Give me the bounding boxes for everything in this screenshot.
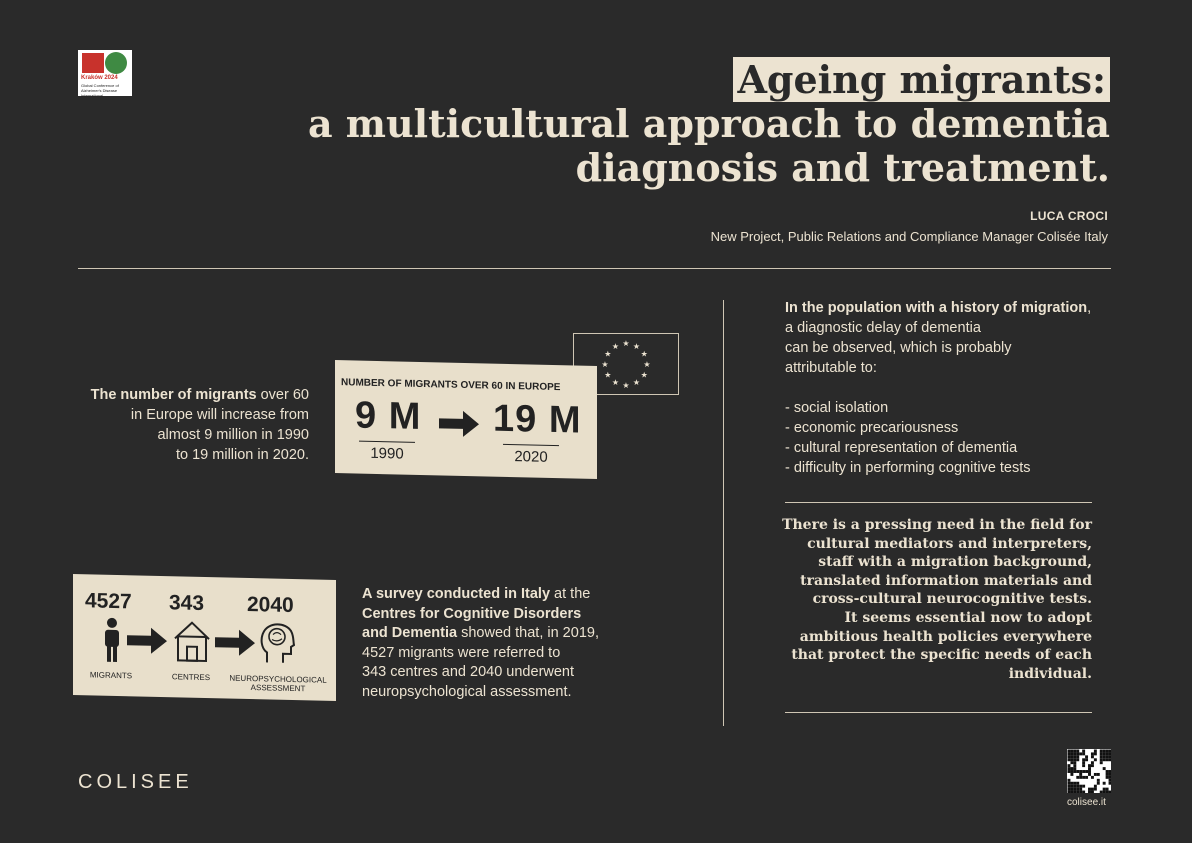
brand-wordmark: COLISEE <box>78 771 193 793</box>
qr-module <box>1094 752 1097 755</box>
qr-module <box>1070 773 1073 776</box>
qr-module <box>1103 750 1106 753</box>
qr-module <box>1100 750 1103 753</box>
logo-mark-icon <box>82 53 104 73</box>
migrants-to-value: 19 M <box>493 397 582 442</box>
qr-module <box>1097 782 1100 785</box>
qr-module <box>1076 770 1079 773</box>
survey-label-assessments: NEUROPSYCHOLOGICAL ASSESSMENT <box>229 673 327 694</box>
qr-module <box>1094 750 1097 753</box>
qr-module <box>1070 761 1073 764</box>
eu-star-icon: ★ <box>611 378 620 388</box>
qr-module <box>1094 788 1097 791</box>
qr-code[interactable] <box>1067 749 1111 793</box>
history-comma: , <box>1087 300 1092 316</box>
qr-module <box>1073 761 1076 764</box>
migrants-line-1: over 60 <box>256 387 309 403</box>
history-line-3: attributable to: <box>785 360 877 376</box>
qr-module <box>1106 773 1109 776</box>
qr-module <box>1109 776 1111 779</box>
qr-module <box>1068 767 1071 770</box>
survey-line-3: showed that, in 2019, <box>457 625 599 641</box>
author-role: New Project, Public Relations and Compliance Manager Colisée Italy <box>710 229 1108 244</box>
arrow-right-icon <box>127 625 169 656</box>
qr-module <box>1068 788 1071 791</box>
qr-module <box>1076 782 1079 785</box>
qr-module <box>1070 782 1073 785</box>
qr-module <box>1082 758 1085 761</box>
qr-module <box>1088 767 1091 770</box>
history-list-item: - cultural representation of dementia <box>785 440 1018 456</box>
survey-card <box>73 574 336 701</box>
survey-line-4: 4527 migrants were referred to <box>362 644 561 661</box>
qr-module <box>1076 785 1079 788</box>
qr-module <box>1068 758 1071 761</box>
qr-module <box>1103 752 1106 755</box>
qr-module <box>1100 761 1103 764</box>
migrants-from-value: 9 M <box>355 394 422 438</box>
arrow-right-icon <box>215 627 257 658</box>
survey-number-centres: 343 <box>169 591 205 615</box>
eu-star-icon: ★ <box>604 370 612 380</box>
qr-module <box>1106 791 1109 793</box>
qr-module <box>1079 752 1082 755</box>
qr-module <box>1103 758 1106 761</box>
qr-module <box>1100 752 1103 755</box>
qr-module <box>1085 770 1088 773</box>
eu-star-icon: ★ <box>601 360 609 369</box>
eu-star-icon: ★ <box>640 349 648 359</box>
qr-module <box>1106 776 1109 779</box>
qr-module <box>1068 770 1071 773</box>
qr-module <box>1073 782 1076 785</box>
qr-module <box>1082 752 1085 755</box>
migrants-paragraph <box>91 385 309 465</box>
qr-module <box>1070 788 1073 791</box>
qr-module <box>1070 767 1073 770</box>
qr-module <box>1068 791 1071 793</box>
eu-star-icon: ★ <box>622 381 630 390</box>
qr-module <box>1094 785 1097 788</box>
qr-module <box>1073 767 1076 770</box>
history-paragraph <box>785 298 1091 478</box>
eu-star-icon: ★ <box>622 339 630 348</box>
person-icon <box>101 617 123 663</box>
brain-head-icon <box>259 620 295 665</box>
qr-module <box>1082 791 1085 793</box>
qr-module <box>1091 764 1094 767</box>
qr-module <box>1106 788 1109 791</box>
quote-text-2: It seems essential now to adopt ambitious health policies everywhere that protect the specific needs of each individual. <box>791 609 1092 682</box>
qr-module <box>1082 785 1085 788</box>
qr-module <box>1091 761 1094 764</box>
qr-module <box>1106 752 1109 755</box>
migrants-line-2: in Europe will increase from <box>130 407 309 423</box>
qr-module <box>1106 750 1109 753</box>
survey-strong-2: Centres for Cognitive Disorders <box>362 605 582 622</box>
qr-module <box>1079 791 1082 793</box>
qr-module <box>1076 776 1079 779</box>
page-title <box>308 58 1110 190</box>
survey-strong-1: A survey conducted in Italy <box>362 586 551 602</box>
website-link[interactable]: colisee.it <box>1067 797 1106 808</box>
qr-module <box>1103 788 1106 791</box>
qr-module <box>1100 755 1103 758</box>
qr-module <box>1094 758 1097 761</box>
qr-module <box>1070 758 1073 761</box>
qr-module <box>1091 791 1094 793</box>
qr-module <box>1091 752 1094 755</box>
eu-star-icon: ★ <box>640 370 648 380</box>
qr-module <box>1085 776 1088 779</box>
qr-module <box>1082 776 1085 779</box>
qr-module <box>1109 773 1111 776</box>
quote-divider-bottom <box>785 712 1092 713</box>
qr-module <box>1073 752 1076 755</box>
qr-module <box>1091 788 1094 791</box>
survey-number-assessments: 2040 <box>247 592 294 618</box>
survey-line-1: at the <box>550 586 591 602</box>
qr-module <box>1073 788 1076 791</box>
qr-module <box>1097 779 1100 782</box>
header-divider <box>78 268 1111 269</box>
qr-module <box>1088 773 1091 776</box>
migrants-line-3: almost 9 million in 1990 <box>157 427 309 443</box>
qr-module <box>1109 782 1111 785</box>
qr-module <box>1070 750 1073 753</box>
qr-module <box>1076 750 1079 753</box>
qr-module <box>1088 764 1091 767</box>
qr-module <box>1100 791 1103 793</box>
qr-module <box>1091 776 1094 779</box>
qr-module <box>1079 785 1082 788</box>
qr-module <box>1109 779 1111 782</box>
qr-module <box>1106 770 1109 773</box>
logo-title: Kraków 2024 <box>81 75 118 81</box>
qr-module <box>1070 785 1073 788</box>
qr-module <box>1100 758 1103 761</box>
survey-number-migrants: 4527 <box>85 589 132 614</box>
qr-module <box>1073 764 1076 767</box>
quote-divider-top <box>785 502 1092 503</box>
qr-module <box>1103 767 1106 770</box>
survey-paragraph <box>362 585 599 702</box>
qr-module <box>1097 773 1100 776</box>
qr-module <box>1068 782 1071 785</box>
column-divider <box>723 300 724 726</box>
migrants-to-year: 2020 <box>503 444 559 466</box>
qr-module <box>1073 785 1076 788</box>
qr-module <box>1076 752 1079 755</box>
quote-text: There is a pressing need in the field for cultural mediators and interpreters, staff with a migration background, translated information materials and cross-cultural neurocognitive tests. <box>782 517 1092 608</box>
qr-module <box>1076 755 1079 758</box>
qr-module <box>1068 779 1071 782</box>
qr-module <box>1073 791 1076 793</box>
qr-module <box>1106 758 1109 761</box>
history-line-2: can be observed, which is probably <box>785 340 1012 356</box>
survey-line-5: 343 centres and 2040 underwent <box>362 664 575 680</box>
qr-module <box>1076 758 1079 761</box>
qr-module <box>1070 770 1073 773</box>
history-list-item: - economic precariousness <box>785 420 959 436</box>
qr-module <box>1094 773 1097 776</box>
qr-module <box>1082 750 1085 753</box>
qr-module <box>1068 750 1071 753</box>
qr-module <box>1088 791 1091 793</box>
qr-module <box>1085 758 1088 761</box>
migrants-card <box>335 360 597 479</box>
qr-module <box>1088 788 1091 791</box>
qr-module <box>1079 773 1082 776</box>
author-name: LUCA CROCI <box>1030 209 1108 223</box>
title-line-2: a multicultural approach to dementia <box>307 101 1110 146</box>
survey-label-centres: CENTRES <box>171 672 211 683</box>
qr-module <box>1073 770 1076 773</box>
qr-module <box>1103 782 1106 785</box>
conference-logo <box>78 50 132 96</box>
qr-module <box>1076 788 1079 791</box>
logo-globe-icon <box>105 52 127 74</box>
qr-module <box>1068 752 1071 755</box>
survey-strong-3: and Dementia <box>362 625 458 641</box>
qr-module <box>1079 776 1082 779</box>
quote-block <box>772 516 1092 683</box>
arrow-right-icon <box>439 408 481 439</box>
qr-module <box>1106 755 1109 758</box>
migrants-card-caption: NUMBER OF MIGRANTS OVER 60 IN EUROPE <box>341 377 561 394</box>
eu-star-icon: ★ <box>643 360 651 369</box>
history-strong: In the population with a history of migration <box>785 300 1088 316</box>
title-line-3: diagnosis and treatment. <box>575 145 1110 190</box>
qr-module <box>1109 791 1111 793</box>
survey-label-migrants: MIGRANTS <box>89 670 133 681</box>
qr-module <box>1068 755 1071 758</box>
logo-subtitle: Global Conference of Alzheimer's Disease International <box>81 83 119 98</box>
history-list-item: - difficulty in performing cognitive tests <box>785 460 1031 476</box>
eu-star-icon: ★ <box>632 378 641 388</box>
eu-star-icon: ★ <box>604 349 612 359</box>
qr-module <box>1079 788 1082 791</box>
qr-module <box>1109 758 1111 761</box>
qr-module <box>1088 770 1091 773</box>
qr-module <box>1082 770 1085 773</box>
house-icon <box>173 620 211 663</box>
qr-module <box>1109 770 1111 773</box>
qr-module <box>1109 750 1111 753</box>
qr-module <box>1073 758 1076 761</box>
qr-module <box>1073 750 1076 753</box>
qr-module <box>1082 761 1085 764</box>
qr-module <box>1070 752 1073 755</box>
eu-star-icon: ★ <box>611 341 620 351</box>
qr-module <box>1082 764 1085 767</box>
qr-module <box>1109 752 1111 755</box>
qr-module <box>1070 791 1073 793</box>
qr-module <box>1091 755 1094 758</box>
history-line-1: a diagnostic delay of dementia <box>785 320 981 336</box>
qr-module <box>1103 791 1106 793</box>
migrants-line-4: to 19 million in 2020. <box>176 447 309 463</box>
qr-module <box>1109 755 1111 758</box>
qr-module <box>1076 791 1079 793</box>
eu-star-icon: ★ <box>632 341 641 351</box>
qr-module <box>1068 785 1071 788</box>
qr-module <box>1085 755 1088 758</box>
qr-module <box>1070 755 1073 758</box>
migrants-strong: The number of migrants <box>90 387 257 403</box>
title-highlight: Ageing migrants: <box>733 57 1110 102</box>
survey-line-6: neuropsychological assessment. <box>362 683 572 700</box>
qr-module <box>1068 764 1071 767</box>
qr-code-icon <box>1067 749 1111 793</box>
history-list-item: - social isolation <box>785 400 889 416</box>
qr-module <box>1103 755 1106 758</box>
qr-module <box>1079 770 1082 773</box>
migrants-from-year: 1990 <box>359 441 415 463</box>
qr-module <box>1073 755 1076 758</box>
